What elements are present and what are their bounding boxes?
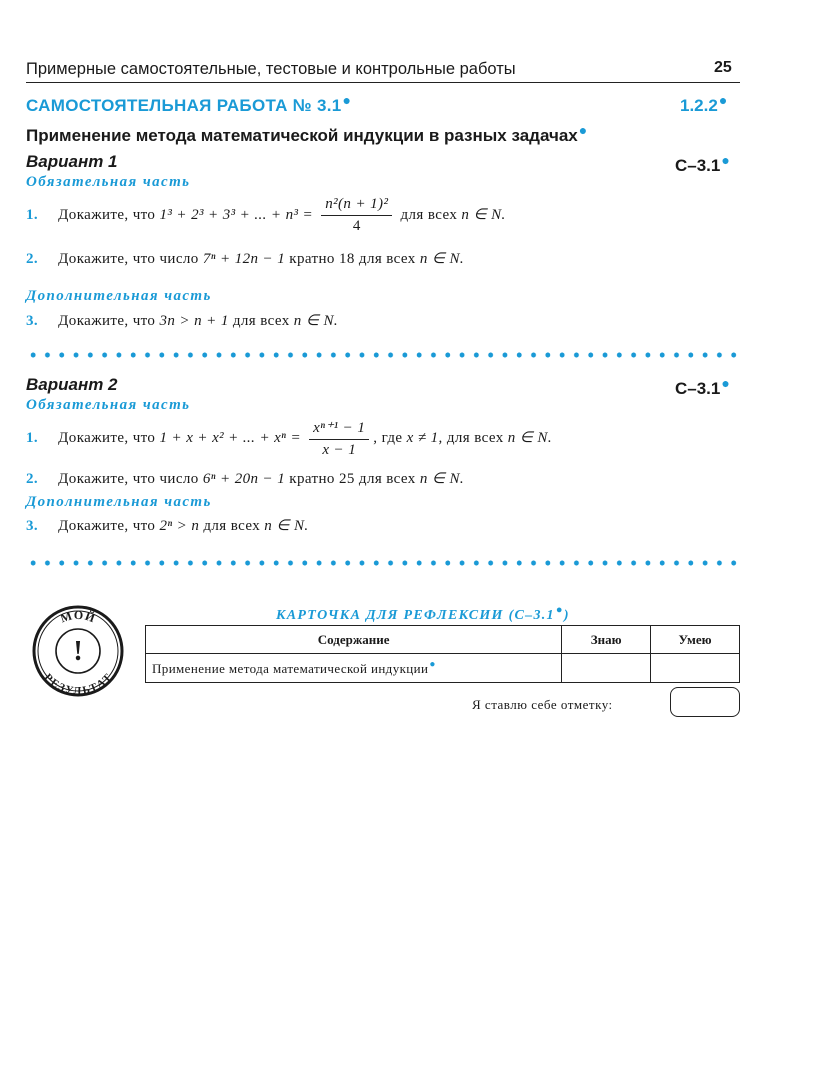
variant-1-additional-part: Дополнительная часть — [26, 288, 212, 304]
variant-2-title: Вариант 2 — [26, 375, 118, 394]
variant-2-additional-part: Дополнительная часть — [26, 494, 212, 510]
task-expression: 3n > n + 1 — [159, 313, 229, 329]
task-text: кратно 18 для всех — [289, 251, 416, 267]
svg-text:РЕЗУЛЬТАТ — [42, 671, 115, 697]
task-text: Докажите, что — [58, 518, 156, 534]
stamp-bottom-text: РЕЗУЛЬТАТ — [41, 671, 115, 697]
task-condition: n ∈ N. — [293, 313, 339, 329]
task-text: кратно 25 для всех — [289, 471, 416, 487]
fraction-denominator: x − 1 — [322, 442, 357, 458]
task-text: Докажите, что число — [58, 251, 199, 267]
variant-2-code: С–3.1● — [675, 375, 730, 398]
task-condition: n ∈ N. — [507, 429, 552, 446]
bullet-icon: ● — [429, 659, 436, 670]
variant-1-code: С–3.1● — [675, 152, 730, 175]
task-number: 1. — [26, 206, 39, 223]
mark-label: Я ставлю себе отметку: — [472, 697, 613, 712]
table-row — [146, 654, 740, 683]
bullet-icon: ● — [578, 122, 588, 138]
task-number: 2. — [26, 471, 39, 487]
stamp-top-text: МОЙ — [58, 607, 98, 626]
page-number: 25 — [714, 59, 732, 76]
task-condition: x ≠ 1, — [406, 429, 443, 446]
variant-2-task-1 — [26, 418, 552, 459]
variant-1-task-2 — [26, 249, 464, 268]
task-text: Докажите, что — [58, 313, 156, 329]
reflection-table — [145, 625, 740, 683]
variant-1-required-part: Обязательная часть — [26, 174, 191, 190]
task-condition: n ∈ N. — [419, 471, 465, 487]
my-result-stamp-icon — [32, 605, 124, 697]
task-condition: n ∈ N. — [264, 518, 309, 534]
fraction-numerator: xⁿ⁺¹ − 1 — [309, 418, 369, 440]
running-header: Примерные самостоятельные, тестовые и контрольные работы — [26, 60, 516, 78]
bullet-icon: ● — [555, 604, 564, 616]
task-text: Докажите, что — [58, 429, 156, 446]
task-expression: 2ⁿ > n — [159, 518, 200, 534]
know-checkbox-cell[interactable] — [562, 654, 651, 683]
fraction — [321, 196, 392, 235]
variant-2-task-3 — [26, 516, 309, 535]
mark-input-box[interactable] — [670, 687, 740, 717]
task-expression: 1³ + 2³ + 3³ + ... + n³ = — [159, 206, 314, 223]
task-condition: n ∈ N. — [461, 206, 506, 223]
table-header-row — [146, 626, 740, 654]
variant-1-title: Вариант 1 — [26, 152, 118, 171]
work-title: САМОСТОЯТЕЛЬНАЯ РАБОТА № 3.1● — [26, 92, 352, 115]
header-rule — [26, 82, 740, 83]
bullet-icon: ● — [718, 92, 728, 108]
task-text: Докажите, что число — [58, 471, 199, 487]
bullet-icon: ● — [342, 92, 352, 108]
dotted-separator — [26, 560, 742, 566]
stamp-exclamation: ! — [73, 636, 83, 667]
fraction — [309, 418, 369, 459]
column-header: Умею — [651, 626, 740, 654]
card-title: КАРТОЧКА ДЛЯ РЕФЛЕКСИИ (С–3.1●) — [276, 604, 570, 623]
can-checkbox-cell[interactable] — [651, 654, 740, 683]
task-number: 1. — [26, 429, 39, 446]
task-text: , где — [373, 429, 403, 446]
task-text: для всех — [232, 313, 290, 329]
task-number: 3. — [26, 518, 39, 534]
column-header: Знаю — [562, 626, 651, 654]
task-text: для всех — [203, 518, 261, 534]
column-header: Содержание — [146, 626, 562, 654]
variant-2-required-part: Обязательная часть — [26, 397, 191, 413]
work-subtitle: Применение метода математической индукции в разных задачах● — [26, 122, 588, 145]
table-cell-content: Применение метода математической индукции● — [146, 654, 562, 683]
task-expression: 7ⁿ + 12n − 1 — [202, 251, 286, 267]
task-text: для всех — [446, 429, 504, 446]
variant-2-task-2 — [26, 469, 464, 488]
task-expression: 6ⁿ + 20n − 1 — [202, 471, 286, 487]
dotted-separator — [26, 352, 742, 358]
bullet-icon: ● — [721, 375, 730, 391]
task-number: 2. — [26, 251, 39, 267]
variant-1-task-3 — [26, 311, 338, 330]
task-condition: n ∈ N. — [419, 251, 465, 267]
svg-text:МОЙ — [59, 608, 98, 626]
task-text: для всех — [400, 206, 458, 223]
fraction-denominator: 4 — [352, 218, 361, 234]
work-code: 1.2.2● — [680, 92, 728, 115]
task-expression: 1 + x + x² + ... + xⁿ = — [159, 429, 301, 446]
bullet-icon: ● — [721, 152, 730, 168]
task-number: 3. — [26, 313, 39, 329]
fraction-numerator: n²(n + 1)² — [321, 196, 392, 216]
task-text: Докажите, что — [58, 206, 156, 223]
variant-1-task-1 — [26, 196, 506, 235]
